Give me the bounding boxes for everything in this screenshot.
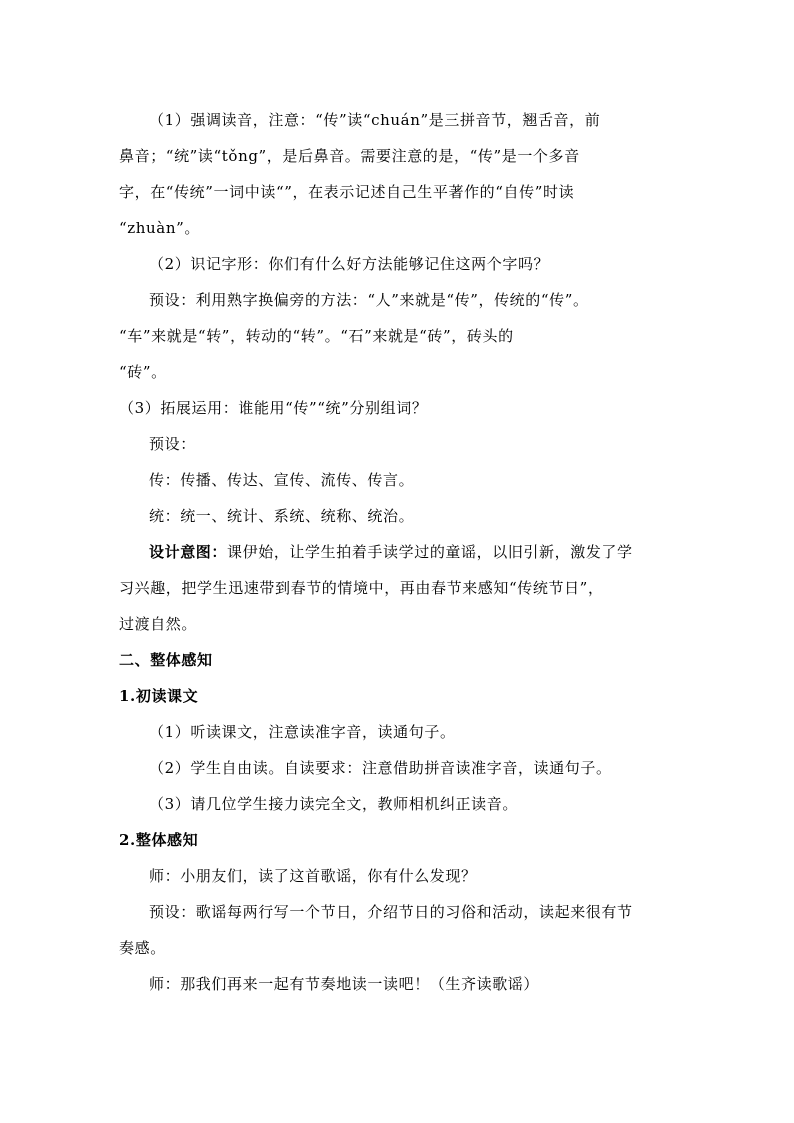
- pinyin-note-line-2: 鼻音；“统”读“tǒng”，是后鼻音。需要注意的是，“传”是一个多音: [119, 147, 580, 165]
- design-intent-text: 课伊始，让学生拍着手读学过的童谣，以旧引新，激发了学: [227, 543, 633, 561]
- pinyin-note-line-4: “zhuàn”。: [119, 219, 200, 237]
- preset-answer-line-2: 奏感。: [119, 939, 166, 957]
- extension-question: （3）拓展运用：谁能用“传”“统”分别组词？: [119, 399, 428, 417]
- glyph-note: （2）识记字形：你们有什么好方法能够记住这两个字吗？: [149, 255, 550, 273]
- sub1-item-3: （3）请几位学生接力读完全文，教师相机纠正读音。: [149, 795, 518, 813]
- sub1-item-1: （1）听读课文，注意读准字音，读通句子。: [149, 723, 456, 741]
- design-intent-line-2: 习兴趣，把学生迅速带到春节的情境中，再由春节来感知“传统节日”，: [119, 579, 604, 597]
- pinyin-note-line-1: （1）强调读音，注意：“传”读“chuán”是三拼音节，翘舌音，前: [149, 111, 601, 129]
- subsection-2-title: 2.整体感知: [119, 831, 199, 849]
- subsection-1-title: 1.初读课文: [119, 687, 199, 705]
- preset-answer-line-1: 预设：歌谣每两行写一个节日，介绍节日的习俗和活动，读起来很有节: [149, 903, 633, 921]
- preset-glyph-line-1: 预设：利用熟字换偏旁的方法：“人”来就是“传”，传统的“传”。: [149, 291, 589, 309]
- words-chuan: 传：传播、传达、宣传、流传、传言。: [149, 471, 415, 489]
- design-intent-label: 设计意图：: [149, 543, 228, 561]
- pinyin-note-line-3: 字，在“传统”一词中读“”，在表示记述自己生平著作的“自传”时读: [119, 183, 575, 201]
- preset-label: 预设：: [149, 435, 196, 453]
- design-intent-line-3: 过渡自然。: [119, 615, 198, 633]
- teacher-closing: 师：那我们再来一起有节奏地读一读吧！（生齐读歌谣）: [149, 975, 540, 993]
- sub1-item-2: （2）学生自由读。自读要求：注意借助拼音读准字音，读通句子。: [149, 759, 612, 777]
- section-2-title: 二、整体感知: [119, 651, 213, 669]
- preset-glyph-line-3: “砖”。: [119, 363, 167, 381]
- teacher-question: 师：小朋友们，读了这首歌谣，你有什么发现？: [149, 867, 477, 885]
- design-intent-line-1: [149, 542, 633, 562]
- words-tong: 统：统一、统计、系统、统称、统治。: [149, 507, 415, 525]
- preset-glyph-line-2: “车”来就是“转”，转动的“转”。“石”来就是“砖”，砖头的: [119, 327, 514, 345]
